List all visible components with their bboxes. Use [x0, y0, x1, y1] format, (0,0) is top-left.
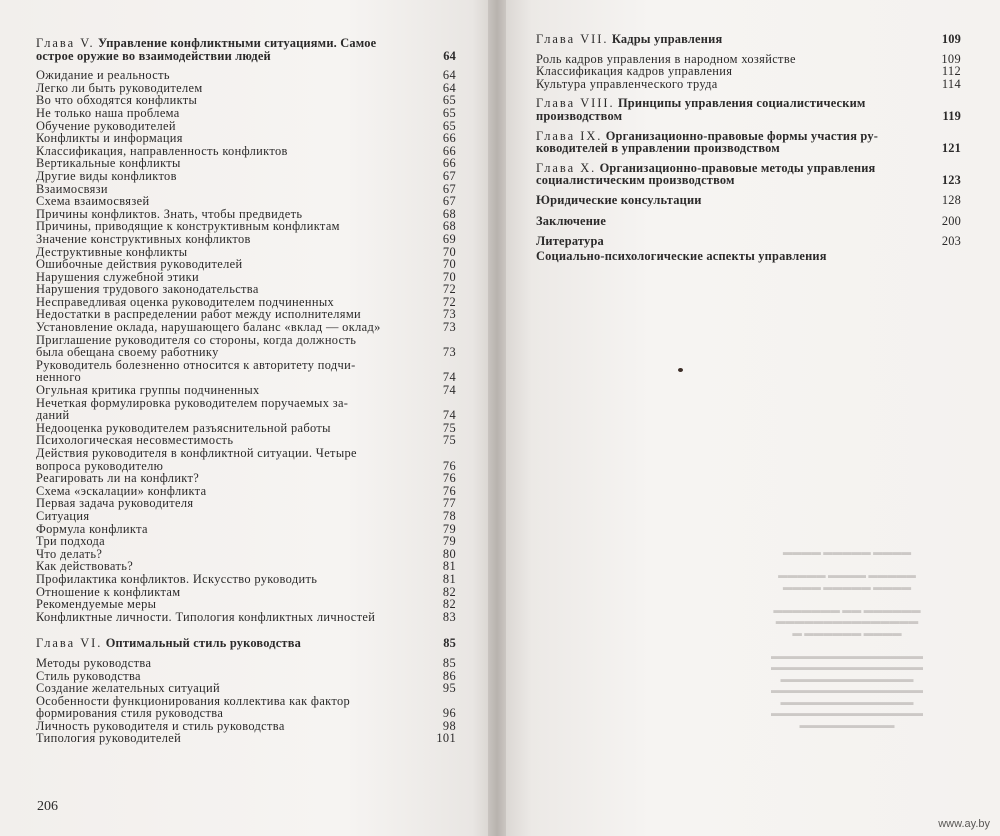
- faded-imprint-bleedthrough: ▬▬▬▬ ▬▬▬▬▬ ▬▬▬▬ ▬▬▬▬▬ ▬▬▬▬ ▬▬▬▬▬ ▬▬▬▬ ▬▬▬▬▬ ▬▬▬▬ ▬▬▬▬▬▬▬ ▬▬ ▬▬▬▬▬▬ ▬▬▬▬▬▬▬▬▬▬▬▬▬▬▬ ▬ ▬▬▬▬▬▬ ▬▬▬▬ ▬▬▬▬▬▬▬▬▬▬▬▬▬▬▬▬ ▬▬▬▬▬▬▬▬▬▬▬▬▬▬▬▬ ▬▬▬▬▬▬▬▬▬▬▬▬▬▬ ▬▬▬▬▬▬▬▬▬▬▬▬▬▬▬▬ ▬▬▬▬▬▬▬▬▬▬▬▬▬▬ ▬▬▬▬▬▬▬▬▬▬▬▬▬▬▬▬ ▬▬▬▬▬▬▬▬▬▬: [771, 548, 923, 731]
- toc-entry-title: Особенности функционирования коллектива как фактор: [36, 693, 351, 708]
- page-ref: 68: [442, 219, 456, 234]
- section-title: Заключение: [536, 213, 607, 228]
- toc-entry: [36, 258, 456, 271]
- toc-entry-title: Ошибочные действия руководителей: [36, 257, 243, 272]
- toc-entry-title: Как действовать?: [36, 559, 134, 574]
- toc-entry-title: Первая задача руководителя: [36, 496, 194, 511]
- toc-entry-title: Что делать?: [36, 546, 103, 561]
- section-entry: [536, 235, 961, 248]
- chapter-label: Глава X.: [536, 160, 597, 175]
- toc-entry-title: Приглашение руководителя со стороны, когда должность: [36, 332, 357, 347]
- toc-entry-title: Причины, приводящие к конструктивным конфликтам: [36, 219, 340, 234]
- toc-entry-title: Создание желательных ситуаций: [36, 681, 221, 696]
- toc-right: [536, 33, 961, 264]
- toc-entry: [36, 170, 456, 183]
- page-ref: 65: [442, 105, 456, 120]
- page-ref: 64: [442, 80, 456, 95]
- toc-entry-title: Нарушения трудового законодательства: [36, 282, 259, 297]
- toc-entry: [536, 65, 961, 78]
- toc-entry-title-cont: была обещана своему работнику: [36, 345, 219, 360]
- page-ref: 73: [442, 320, 456, 335]
- page-ref: 68: [442, 206, 456, 221]
- toc-entry-title: Установление оклада, нарушающего баланс «вклад — оклад»: [36, 320, 381, 335]
- section-entry: [536, 194, 961, 207]
- book-gutter: [488, 0, 506, 836]
- page-ref: 76: [442, 483, 456, 498]
- page-ref: 67: [442, 181, 456, 196]
- page-ref: 65: [442, 93, 456, 108]
- page-ref: 78: [442, 508, 456, 523]
- toc-entry-title: Во что обходятся конфликты: [36, 93, 198, 108]
- page-ref: 67: [442, 168, 456, 183]
- toc-entry-title-cont: ненного: [36, 370, 82, 385]
- chapter-7-entries: [536, 53, 961, 91]
- page-ref: 66: [442, 156, 456, 171]
- page-ref: 80: [442, 546, 456, 561]
- toc-entry-title: Огульная критика группы подчиненных: [36, 383, 260, 398]
- page-ref: 109: [941, 51, 961, 66]
- section-title: Социально-психологические аспекты управления: [536, 248, 827, 263]
- toc-entry: [36, 397, 456, 410]
- toc-entry: [36, 69, 456, 82]
- toc-entry-title: Обучение руководителей: [36, 118, 176, 133]
- chapter-title: Организационно-правовые методы управления: [599, 160, 876, 175]
- toc-entry-title-cont: формирования стиля руководства: [36, 706, 224, 721]
- toc-entry: [36, 283, 456, 296]
- toc-entry-title: Методы руководства: [36, 655, 152, 670]
- toc-entry: [36, 611, 456, 624]
- toc-entry-title: Вертикальные конфликты: [36, 156, 181, 171]
- page-ref: 79: [442, 521, 456, 536]
- chapter-title: Оптимальный стиль руководства: [105, 636, 302, 651]
- chapter-title-cont: производством: [536, 108, 623, 123]
- toc-entry-title: Действия руководителя в конфликтной ситуации. Четыре: [36, 446, 357, 460]
- chapter-5-heading-cont: [36, 50, 456, 63]
- toc-entry-title: Ожидание и реальность: [36, 68, 170, 83]
- chapter-6-entries: [36, 657, 456, 745]
- page-number: 206: [37, 799, 58, 814]
- toc-entry-title: Психологическая несовместимость: [36, 433, 234, 448]
- chapter-label: Глава V.: [36, 36, 95, 50]
- chapter-label: Глава IX.: [536, 128, 603, 143]
- toc-entry: [36, 535, 456, 548]
- chapter-title-cont: острое оружие во взаимодействии людей: [36, 48, 271, 63]
- toc-entry: [36, 732, 456, 745]
- section-title: Литература: [536, 234, 604, 249]
- toc-entry-title: Рекомендуемые меры: [36, 597, 157, 612]
- toc-entry: [36, 598, 456, 611]
- page-ref: 109: [941, 32, 961, 46]
- toc-entry-title-cont: вопроса руководителю: [36, 458, 164, 473]
- toc-entry-title: Конфликты и информация: [36, 131, 183, 146]
- page-ref: 64: [442, 68, 456, 83]
- toc-entry-title: Схема взаимосвязей: [36, 194, 150, 209]
- toc-entry: [36, 682, 456, 695]
- toc-entry-title: Три подхода: [36, 534, 106, 549]
- page-ref: 86: [442, 668, 456, 683]
- toc-entry: [36, 447, 456, 460]
- toc-entry-title-cont: даний: [36, 408, 70, 423]
- toc-entry-title: Причины конфликтов. Знать, чтобы предвидеть: [36, 206, 303, 221]
- toc-entry-title: Легко ли быть руководителем: [36, 80, 203, 95]
- page-ref: 83: [442, 609, 456, 624]
- page-ref: 82: [442, 584, 456, 599]
- page-ref: 79: [442, 534, 456, 549]
- page-ref: 74: [442, 370, 456, 385]
- toc-entry-title: Отношение к конфликтам: [36, 584, 181, 599]
- page-ref: 64: [443, 48, 456, 63]
- toc-entry: [36, 384, 456, 397]
- chapter-title: Организационно-правовые формы участия ру-: [605, 128, 879, 143]
- toc-entry-title: Схема «эскалации» конфликта: [36, 483, 207, 498]
- ink-spot: [678, 368, 683, 372]
- page-ref: 128: [941, 192, 961, 207]
- chapter-title: Управление конфликтными ситуациями. Самое: [97, 36, 377, 50]
- toc-entry: [36, 657, 456, 670]
- chapter-7-heading: [536, 33, 961, 46]
- toc-entry-title: Не только наша проблема: [36, 105, 180, 120]
- page-ref: 74: [442, 383, 456, 398]
- toc-entry-title: Недостатки в распределении работ между исполнителями: [36, 307, 362, 322]
- toc-entry-cont: [36, 707, 456, 720]
- chapter-5-heading: [36, 37, 456, 50]
- page-ref: 74: [442, 408, 456, 423]
- page-ref: 72: [442, 294, 456, 309]
- toc-entry: [36, 321, 456, 334]
- toc-entry-title: Деструктивные конфликты: [36, 244, 188, 259]
- toc-entry-title: Взаимосвязи: [36, 181, 108, 196]
- toc-entry-title: Классификация кадров управления: [536, 64, 733, 79]
- page-ref: 65: [442, 118, 456, 133]
- chapter-5-entries: [36, 69, 456, 623]
- chapter-label: Глава VII.: [536, 32, 609, 46]
- toc-entry: [36, 472, 456, 485]
- section-title: Юридические консультации: [536, 192, 702, 207]
- chapter-title: Кадры управления: [611, 32, 723, 46]
- page-ref: 114: [941, 76, 961, 91]
- toc-entry-title: Роль кадров управления в народном хозяйстве: [536, 51, 796, 66]
- page-ref: 82: [442, 597, 456, 612]
- page-ref: 73: [442, 345, 456, 360]
- chapter-title: Принципы управления социалистическим: [617, 96, 866, 111]
- chapter-6-heading: [36, 637, 456, 650]
- toc-entry-title: Реагировать ли на конфликт?: [36, 471, 200, 486]
- toc-entry-title: Несправедливая оценка руководителем подчиненных: [36, 294, 335, 309]
- toc-entry-title: Значение конструктивных конфликтов: [36, 231, 251, 246]
- page-ref: 96: [442, 706, 456, 721]
- page-ref: 121: [941, 141, 961, 156]
- page-ref: 70: [442, 244, 456, 259]
- toc-entry: [36, 359, 456, 372]
- toc-entry: [36, 573, 456, 586]
- toc-entry: [36, 195, 456, 208]
- page-ref: 70: [442, 269, 456, 284]
- page-ref: 69: [442, 231, 456, 246]
- toc-entry-title: Стиль руководства: [36, 668, 141, 683]
- toc-entry-title: Руководитель болезненно относится к авторитету подчи-: [36, 357, 356, 372]
- chapter-8-heading-cont: [536, 110, 961, 123]
- chapter-title-cont: ководителей в управлении производством: [536, 141, 780, 156]
- section-entries: [536, 194, 961, 262]
- page-ref: 98: [442, 718, 456, 733]
- page-ref: 112: [941, 64, 961, 79]
- chapter-label: Глава VI.: [36, 636, 103, 651]
- toc-entry-cont: [36, 409, 456, 422]
- page-ref: 85: [443, 636, 456, 651]
- page-ref: 72: [442, 282, 456, 297]
- page-ref: 81: [442, 571, 456, 586]
- toc-entry-title: Классификация, направленность конфликтов: [36, 143, 288, 158]
- page-ref: 119: [942, 108, 961, 123]
- page-ref: 76: [442, 458, 456, 473]
- toc-entry-title: Недооценка руководителем разъяснительной работы: [36, 420, 331, 435]
- toc-entry-title: Нарушения служебной этики: [36, 269, 200, 284]
- toc-entry-title: Личность руководителя и стиль руководства: [36, 718, 285, 733]
- section-entry: [536, 250, 961, 263]
- toc-entry-title: Конфликтные личности. Типология конфликтных личностей: [36, 609, 376, 624]
- toc-entry-title: Другие виды конфликтов: [36, 168, 177, 183]
- page-ref: 67: [442, 194, 456, 209]
- page-ref: 200: [941, 213, 961, 228]
- toc-entry: [36, 497, 456, 510]
- chapter-9-heading-cont: [536, 142, 961, 155]
- toc-entry: [36, 233, 456, 246]
- chapter-10-heading-cont: [536, 174, 961, 187]
- toc-entry-cont: [36, 346, 456, 359]
- toc-entry-title: Культура управленческого труда: [536, 76, 718, 91]
- page-ref: 203: [941, 234, 961, 249]
- toc-entry-title: Формула конфликта: [36, 521, 148, 536]
- toc-entry-title: Типология руководителей: [36, 731, 182, 746]
- site-watermark: www.ay.by: [938, 818, 990, 830]
- toc-entry-title: Нечеткая формулировка руководителем поручаемых за-: [36, 395, 349, 410]
- page-ref: 70: [442, 257, 456, 272]
- toc-entry: [36, 132, 456, 145]
- toc-entry: [536, 78, 961, 91]
- toc-entry-title: Профилактика конфликтов. Искусство руководить: [36, 571, 318, 586]
- toc-entry: [36, 107, 456, 120]
- page-ref: 73: [442, 307, 456, 322]
- page-ref: 95: [442, 681, 456, 696]
- chapter-title-cont: социалистическим производством: [536, 173, 735, 188]
- page-ref: 123: [941, 173, 961, 188]
- page-ref: 75: [442, 420, 456, 435]
- toc-entry: [36, 510, 456, 523]
- toc-left: [36, 37, 456, 745]
- page-ref: 85: [442, 655, 456, 670]
- chapter-label: Глава VIII.: [536, 96, 615, 111]
- page-ref: 76: [442, 471, 456, 486]
- page-ref: 77: [442, 496, 456, 511]
- page-ref: 66: [442, 143, 456, 158]
- page-ref: 81: [442, 559, 456, 574]
- section-entry: [536, 215, 961, 228]
- page-ref: 66: [442, 131, 456, 146]
- page-ref: 75: [442, 433, 456, 448]
- toc-entry-title: Ситуация: [36, 508, 90, 523]
- page-ref: 101: [436, 731, 456, 746]
